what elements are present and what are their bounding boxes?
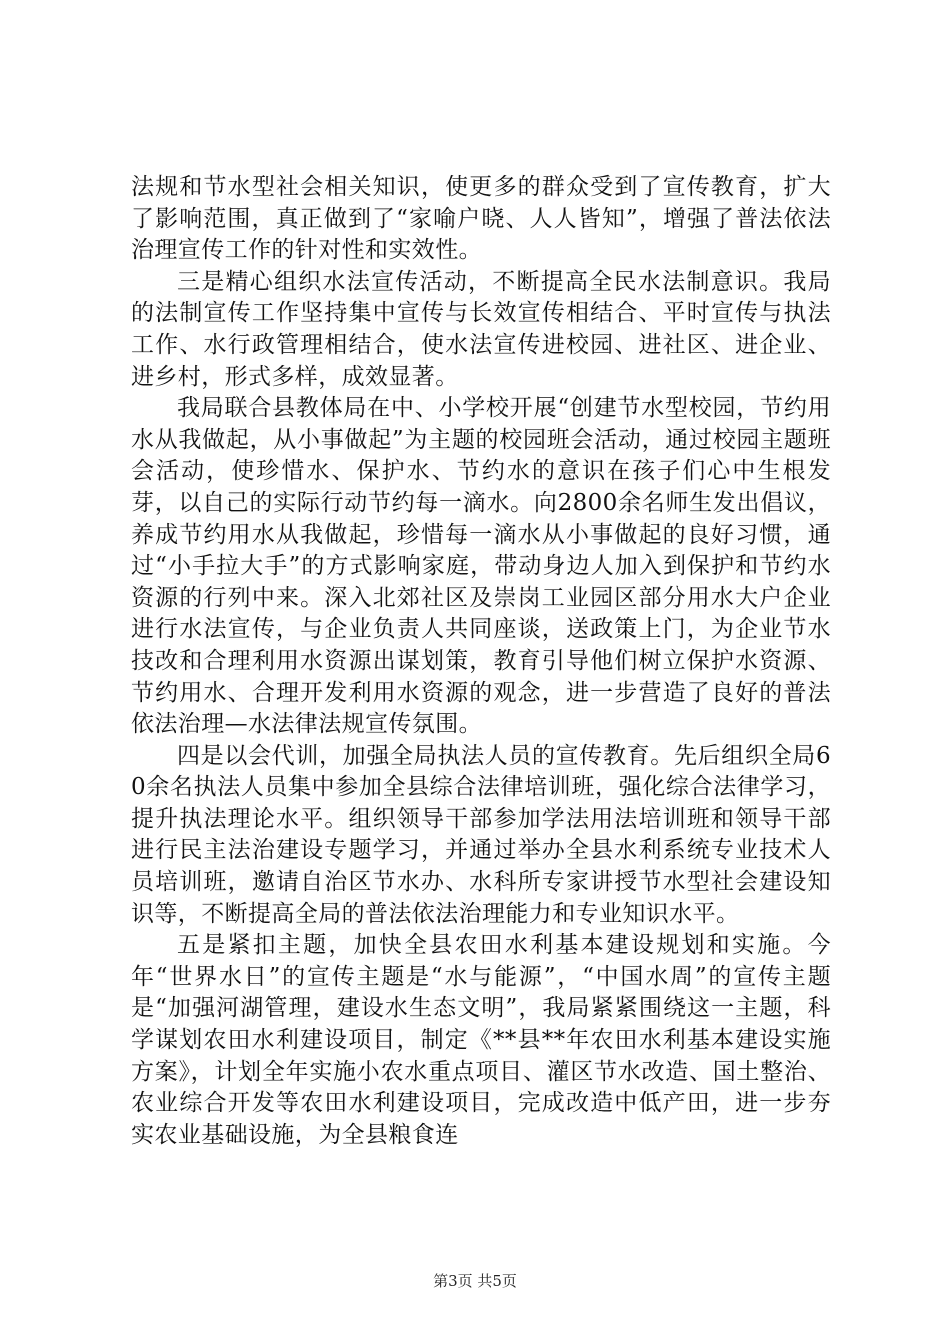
paragraph-4: 四是以会代训，加强全局执法人员的宣传教育。先后组织全局60余名执法人员集中参加全县综合法律培训班，强化综合法律学习，提升执法理论水平。组织领导干部参加学法用法培训班和领导干部进行民主法治建设专题学习，并通过举办全县水利系统专业技术人员培训班，邀请自治区节水办、水科所专家讲授节水型社会建设知识等，不断提高全局的普法依法治理能力和专业知识水平。 xyxy=(131,742,831,927)
page-footer xyxy=(0,1270,950,1291)
paragraph-5: 五是紧扣主题，加快全县农田水利基本建设规划和实施。今年“世界水日”的宣传主题是“水与能源”，“中国水周”的宣传主题是“加强河湖管理，建设水生态文明”，我局紧紧围绕这一主题，科学谋划农田水利建设项目，制定《**县**年农田水利基本建设实施方案》，计划全年实施小农水重点项目、灌区节水改造、国土整治、农业综合开发等农田水利建设项目，完成改造中低产田，进一步夯实农业基础设施，为全县粮食连 xyxy=(131,932,831,1148)
document-body xyxy=(131,172,831,1151)
paragraph-2: 三是精心组织水法宣传活动，不断提高全民水法制意识。我局的法制宣传工作坚持集中宣传与长效宣传相结合、平时宣传与执法工作、水行政管理相结合，使水法宣传进校园、进社区、进企业、进乡村，形式多样，成效显著。 xyxy=(131,268,831,390)
paragraph-3: 我局联合县教体局在中、小学校开展“创建节水型校园，节约用水从我做起，从小事做起”为主题的校园班会活动，通过校园主题班会活动，使珍惜水、保护水、节约水的意识在孩子们心中生根发芽，以自己的实际行动节约每一滴水。向2800余名师生发出倡议，养成节约用水从我做起，珍惜每一滴水从小事做起的良好习惯，通过“小手拉大手”的方式影响家庭，带动身边人加入到保护和节约水资源的行列中来。深入北郊社区及崇岗工业园区部分用水大户企业进行水法宣传，与企业负责人共同座谈，送政策上门，为企业节水技改和合理利用水资源出谋划策，教育引导他们树立保护水资源、节约用水、合理开发利用水资源的观念，进一步营造了良好的普法依法治理—水法律法规宣传氛围。 xyxy=(131,395,831,738)
paragraph-1: 法规和节水型社会相关知识，使更多的群众受到了宣传教育，扩大了影响范围，真正做到了“家喻户晓、人人皆知”，增强了普法依法治理宣传工作的针对性和实效性。 xyxy=(131,174,831,264)
page-number: 第3页 共5页 xyxy=(433,1272,517,1290)
